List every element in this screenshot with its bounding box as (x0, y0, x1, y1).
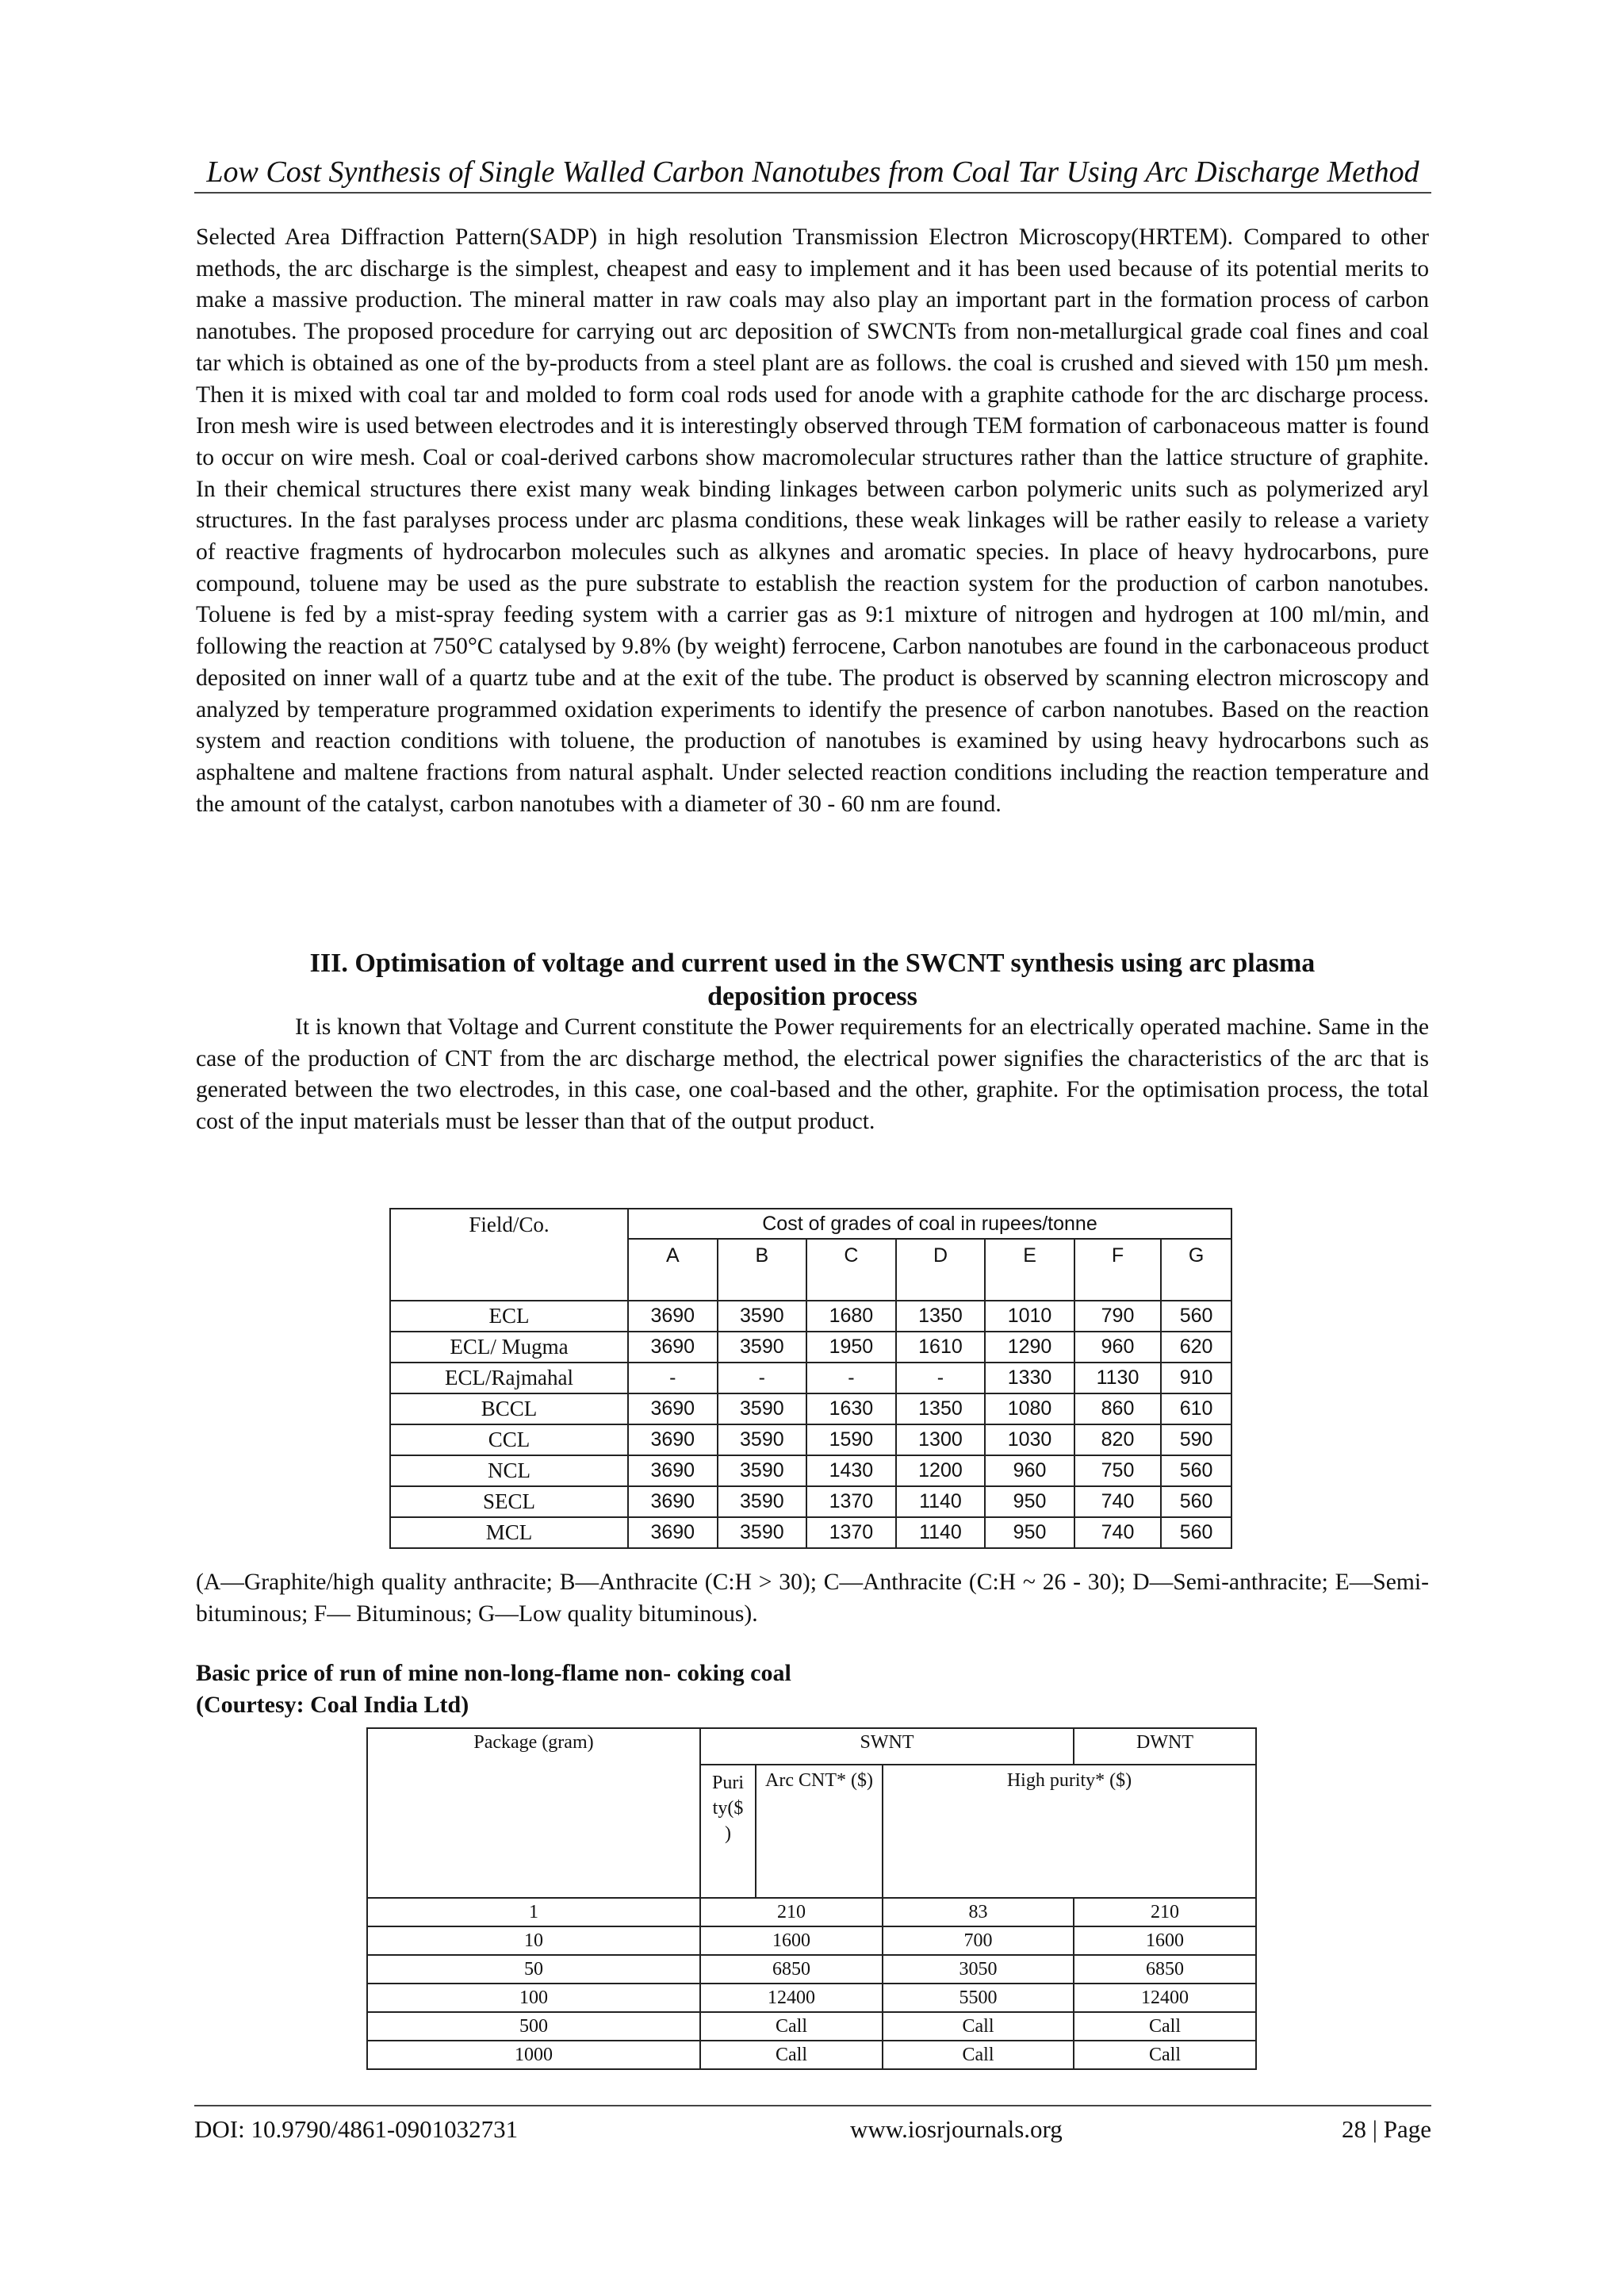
cost-cell: 3690 (628, 1301, 718, 1332)
package-header: Package (gram) (367, 1728, 700, 1898)
cost-cell: 3590 (718, 1332, 807, 1363)
footer-page-number: 28 | Page (1342, 2115, 1431, 2143)
field-name-cell: ECL (390, 1301, 628, 1332)
cost-cell: 950 (985, 1517, 1074, 1548)
cost-cell: 860 (1074, 1393, 1161, 1424)
cost-cell: 790 (1074, 1301, 1161, 1332)
cost-cell: 560 (1161, 1517, 1231, 1548)
package-cell: 50 (367, 1955, 700, 1984)
cost-cell: 1350 (896, 1393, 986, 1424)
high-purity-header: High purity* ($) (883, 1765, 1256, 1898)
cnt-price-table-body (367, 1898, 1256, 2069)
footer-doi: DOI: 10.9790/4861-0901032731 (194, 2115, 519, 2143)
cost-cell: 3590 (718, 1486, 807, 1517)
coal-cost-row (390, 1301, 1231, 1332)
cost-cell: 3690 (628, 1455, 718, 1486)
cost-cell: - (718, 1363, 807, 1393)
page-footer (194, 2105, 1431, 2146)
cnt-price-row (367, 1955, 1256, 1984)
cost-cell: 1080 (985, 1393, 1074, 1424)
body-paragraph-2: It is known that Voltage and Current constitute the Power requirements for an electrically operated machine. Same in the case of the production of CNT from the arc discharge method, the electrical power signifies the characteristics of the arc that is generated between the two electrodes, in this case, one coal-based and the other, graphite. For the optimisation process, the total cost of the input materials must be lesser than that of the output product. (196, 1014, 1429, 1135)
price-cell: 1600 (700, 1926, 883, 1955)
cost-cell: 3590 (718, 1393, 807, 1424)
grade-legend: (A—Graphite/high quality anthracite; B—Anthracite (C:H > 30); C—Anthracite (C:H ~ 26 - 30); D—Semi-anthracite; E—Semi-bituminous; F— Bituminous; G—Low quality bituminous). (196, 1570, 1429, 1627)
field-name-cell: MCL (390, 1517, 628, 1548)
cnt-price-table (366, 1727, 1257, 2070)
cost-cell: 1590 (806, 1424, 896, 1455)
footer-site: www.iosrjournals.org (850, 2115, 1063, 2143)
cost-cell: 1430 (806, 1455, 896, 1486)
cost-cell: 560 (1161, 1486, 1231, 1517)
field-name-cell: SECL (390, 1486, 628, 1517)
cost-cell: 1330 (985, 1363, 1074, 1393)
cost-cell: 960 (1074, 1332, 1161, 1363)
cost-cell: 740 (1074, 1486, 1161, 1517)
package-cell: 10 (367, 1926, 700, 1955)
grade-header: A (628, 1239, 718, 1301)
field-header: Field/Co. (390, 1209, 628, 1301)
price-cell: Call (700, 2012, 883, 2041)
price-cell: 6850 (700, 1955, 883, 1984)
grade-header: E (985, 1239, 1074, 1301)
package-cell: 1000 (367, 2041, 700, 2069)
price-cell: 12400 (700, 1984, 883, 2012)
cost-cell: - (806, 1363, 896, 1393)
dwnt-header: DWNT (1074, 1728, 1256, 1765)
cost-cell: 950 (985, 1486, 1074, 1517)
field-name-cell: NCL (390, 1455, 628, 1486)
price-cell: Call (1074, 2012, 1256, 2041)
field-name-cell: CCL (390, 1424, 628, 1455)
cnt-price-row (367, 1926, 1256, 1955)
running-header-title: Low Cost Synthesis of Single Walled Carbon Nanotubes from Coal Tar Using Arc Discharge Method (206, 155, 1419, 189)
grade-header: D (896, 1239, 986, 1301)
coal-cost-row (390, 1455, 1231, 1486)
price-cell: 3050 (883, 1955, 1074, 1984)
cost-cell: 590 (1161, 1424, 1231, 1455)
running-header (194, 152, 1431, 194)
grade-header: B (718, 1239, 807, 1301)
field-name-cell: ECL/Rajmahal (390, 1363, 628, 1393)
cost-cell: 620 (1161, 1332, 1231, 1363)
price-cell: 700 (883, 1926, 1074, 1955)
cost-cell: 1030 (985, 1424, 1074, 1455)
coal-cost-table (389, 1208, 1232, 1549)
price-heading-line1: Basic price of run of mine non-long-flame non- coking coal (196, 1660, 791, 1686)
coal-cost-row (390, 1393, 1231, 1424)
cost-cell: 1350 (896, 1301, 986, 1332)
cnt-price-header-row (367, 1728, 1256, 1765)
cost-cell: 3690 (628, 1517, 718, 1548)
cost-cell: 1290 (985, 1332, 1074, 1363)
cost-cell: 820 (1074, 1424, 1161, 1455)
cost-cell: 1680 (806, 1301, 896, 1332)
cost-cell: 610 (1161, 1393, 1231, 1424)
price-cell: Call (1074, 2041, 1256, 2069)
cost-cell: 960 (985, 1455, 1074, 1486)
price-heading-line2: (Courtesy: Coal India Ltd) (196, 1692, 469, 1718)
cost-cell: 3590 (718, 1517, 807, 1548)
cnt-price-row (367, 2041, 1256, 2069)
cost-cell: 910 (1161, 1363, 1231, 1393)
cost-cell: 1300 (896, 1424, 986, 1455)
grade-header: F (1074, 1239, 1161, 1301)
cost-cell: - (896, 1363, 986, 1393)
section-heading (196, 947, 1429, 1014)
coal-cost-row (390, 1363, 1231, 1393)
purity-header: Purity($) (700, 1765, 756, 1898)
coal-cost-row (390, 1332, 1231, 1363)
cost-cell: 3690 (628, 1393, 718, 1424)
price-cell: Call (700, 2041, 883, 2069)
price-cell: 83 (883, 1898, 1074, 1926)
cnt-price-row (367, 1898, 1256, 1926)
price-cell: 210 (1074, 1898, 1256, 1926)
cost-cell: 1200 (896, 1455, 986, 1486)
cnt-price-row (367, 2012, 1256, 2041)
package-cell: 1 (367, 1898, 700, 1926)
price-cell: 6850 (1074, 1955, 1256, 1984)
coal-cost-header-row (390, 1209, 1231, 1239)
cnt-price-row (367, 1984, 1256, 2012)
cost-cell: 3590 (718, 1455, 807, 1486)
cost-cell: 1010 (985, 1301, 1074, 1332)
price-cell: 1600 (1074, 1926, 1256, 1955)
cost-cell: 3690 (628, 1486, 718, 1517)
grade-header: G (1161, 1239, 1231, 1301)
cost-cell: 1370 (806, 1517, 896, 1548)
price-cell: Call (883, 2041, 1074, 2069)
cost-cell: 3690 (628, 1332, 718, 1363)
body-paragraph-1: Selected Area Diffraction Pattern(SADP) in high resolution Transmission Electron Microscopy(HRTEM). Compared to other methods, the arc discharge is the simplest, cheapest and easy to implement and it has been used because of its potential merits to make a massive production. The mineral matter in raw coals may also play an important part in the formation process of carbon nanotubes. The proposed procedure for carrying out arc deposition of SWCNTs from non-metallurgical grade coal fines and coal tar which is obtained as one of the by-products from a steel plant are as follows. the coal is crushed and sieved with 150 µm mesh. Then it is mixed with coal tar and molded to form coal rods used for anode with a graphite cathode for the arc discharge process. Iron mesh wire is used between electrodes and it is interestingly observed through TEM formation of carbonaceous matter is found to occur on wire mesh. Coal or coal-derived carbons show macromolecular structures rather than the lattice structure of graphite. In their chemical structures there exist many weak binding linkages between carbon polymeric units such as polymerized aryl structures. In the fast paralyses process under arc plasma conditions, these weak linkages will be rather easily to release a variety of reactive fragments of hydrocarbon molecules such as alkynes and aromatic species. In place of heavy hydrocarbons, pure compound, toluene may be used as the pure substrate to establish the reaction system for the production of carbon nanotubes. Toluene is fed by a mist-spray feeding system with a carrier gas as 9:1 mixture of nitrogen and hydrogen at 100 ml/min, and following the reaction at 750°C catalysed by 9.8% (by weight) ferrocene, Carbon nanotubes are found in the carbonaceous product deposited on inner wall of a quartz tube and at the exit of the tube. The product is observed by scanning electron microscopy and analyzed by temperature programmed oxidation experiments to identify the presence of carbon nanotubes. Based on the reaction system and reaction conditions with toluene, the production of nanotubes is examined by using heavy hydrocarbons such as asphaltene and maltene fractions from natural asphalt. Under selected reaction conditions including the reaction temperature and the amount of the catalyst, carbon nanotubes with a diameter of 30 - 60 nm are found. (196, 224, 1429, 817)
price-cell: 5500 (883, 1984, 1074, 2012)
cost-cell: 1950 (806, 1332, 896, 1363)
coal-cost-row (390, 1424, 1231, 1455)
cost-cell: 1140 (896, 1486, 986, 1517)
cost-header: Cost of grades of coal in rupees/tonne (628, 1209, 1231, 1239)
cost-cell: 3590 (718, 1424, 807, 1455)
grade-header: C (806, 1239, 896, 1301)
cost-cell: 1630 (806, 1393, 896, 1424)
swnt-header: SWNT (700, 1728, 1074, 1765)
cost-cell: 560 (1161, 1455, 1231, 1486)
cost-cell: - (628, 1363, 718, 1393)
coal-cost-row (390, 1517, 1231, 1548)
cost-cell: 750 (1074, 1455, 1161, 1486)
section-heading-line1: III. Optimisation of voltage and current used in the SWCNT synthesis using arc plasma (309, 949, 1316, 978)
price-heading (196, 1658, 1429, 1721)
price-cell: 210 (700, 1898, 883, 1926)
cost-cell: 1370 (806, 1486, 896, 1517)
cost-cell: 1140 (896, 1517, 986, 1548)
cost-cell: 3590 (718, 1301, 807, 1332)
coal-cost-row (390, 1486, 1231, 1517)
cost-cell: 560 (1161, 1301, 1231, 1332)
cost-cell: 1610 (896, 1332, 986, 1363)
field-name-cell: BCCL (390, 1393, 628, 1424)
coal-cost-table-body (390, 1301, 1231, 1548)
price-cell: 12400 (1074, 1984, 1256, 2012)
cost-cell: 740 (1074, 1517, 1161, 1548)
section-heading-line2: deposition process (707, 982, 917, 1011)
package-cell: 500 (367, 2012, 700, 2041)
cost-cell: 3690 (628, 1424, 718, 1455)
arc-cnt-header: Arc CNT* ($) (756, 1765, 883, 1898)
price-cell: Call (883, 2012, 1074, 2041)
field-name-cell: ECL/ Mugma (390, 1332, 628, 1363)
package-cell: 100 (367, 1984, 700, 2012)
cost-cell: 1130 (1074, 1363, 1161, 1393)
